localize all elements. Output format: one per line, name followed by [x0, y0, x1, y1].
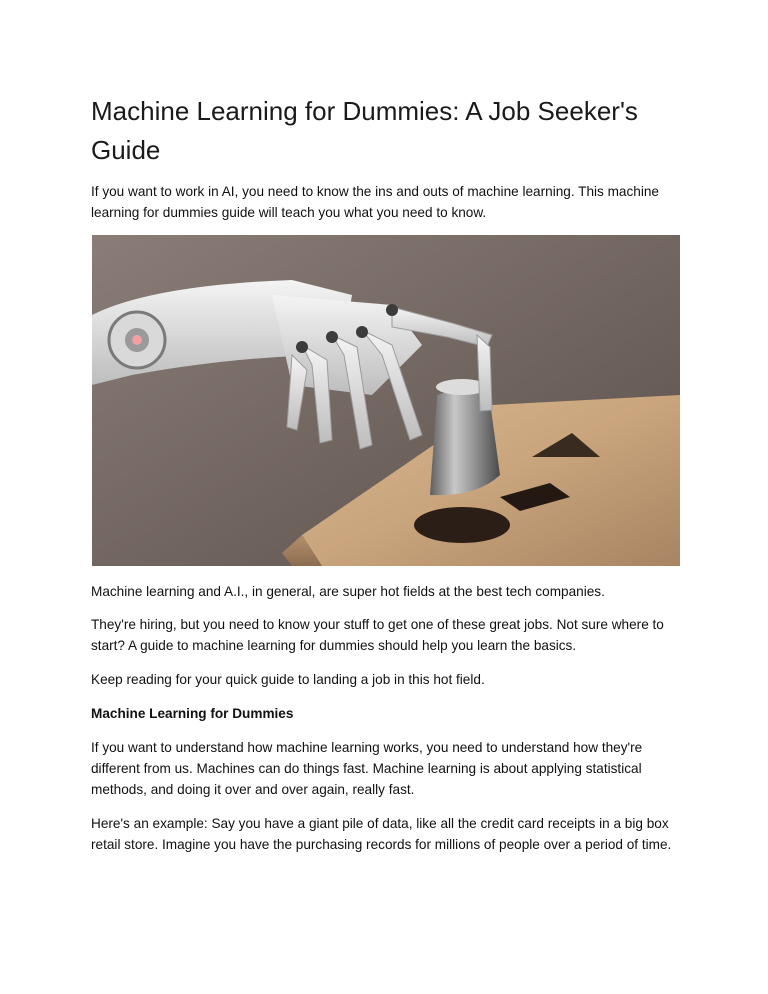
body-paragraph-3: Keep reading for your quick guide to landing a job in this hot field.	[91, 672, 485, 687]
hero-image	[92, 235, 680, 566]
section-paragraph-2: Here's an example: Say you have a giant pile of data, like all the credit card receipts in a big box retail store. Imagine you have the purchasing records for millions of people over a period of time.	[91, 816, 672, 852]
page-title: Machine Learning for Dummies: A Job Seeker's Guide	[91, 96, 638, 165]
body-paragraph-1: Machine learning and A.I., in general, are super hot fields at the best tech companies.	[91, 584, 605, 599]
section-paragraph-1: If you want to understand how machine learning works, you need to understand how they're different from us. Machines can do things fast. Machine learning is about applying statistical methods, and doing it over and over again, really fast.	[91, 740, 643, 797]
body-paragraph-2: They're hiring, but you need to know your stuff to get one of these great jobs. Not sure where to start? A guide to machine learning for dummies should help you learn the basics.	[91, 617, 664, 653]
section-heading: Machine Learning for Dummies	[91, 706, 294, 721]
robot-hand-illustration	[92, 235, 680, 566]
intro-paragraph: If you want to work in AI, you need to know the ins and outs of machine learning. This machine learning for dummies guide will teach you what you need to know.	[91, 184, 659, 220]
